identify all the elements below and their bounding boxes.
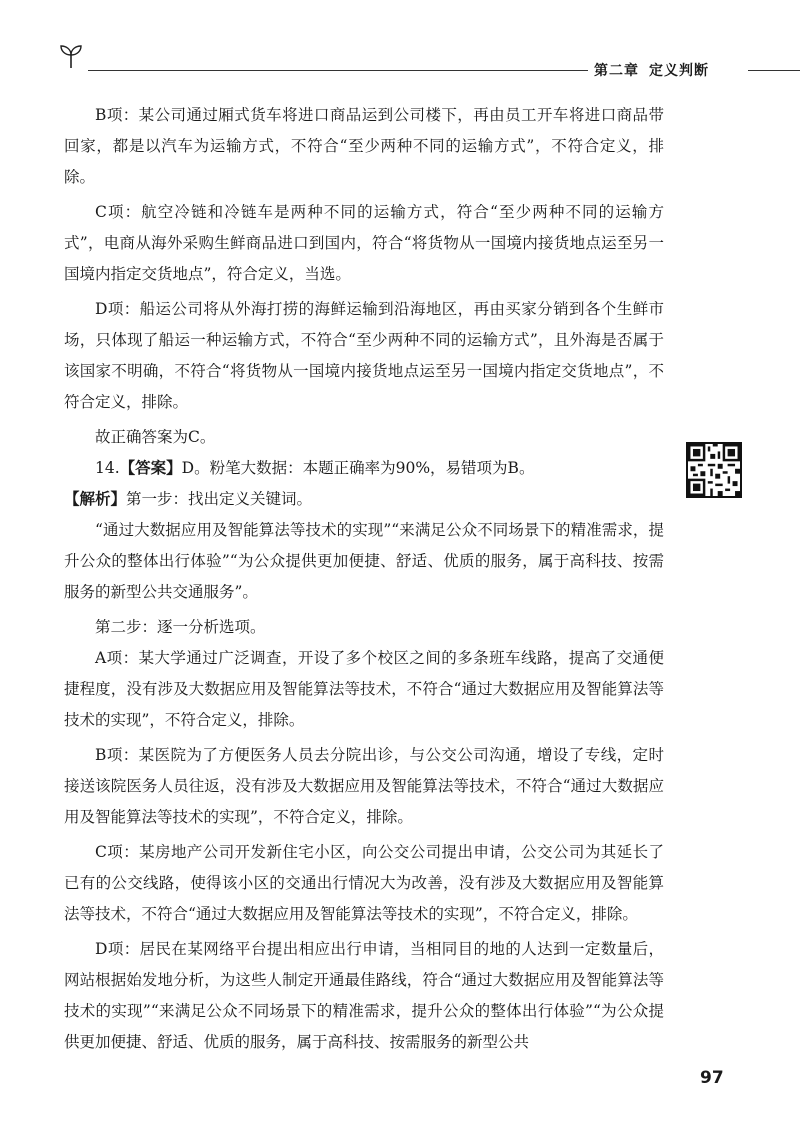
sprout-icon [56,40,86,70]
header-rule-left [88,70,588,71]
paragraph: B项：某医院为了方便医务人员去分院出诊，与公交公司沟通，增设了专线，定时接送该院医务人员往返，没有涉及大数据应用及智能算法等技术，不符合“通过大数据应用及智能算法等技术的实现”，不符合定义，排除。 [64,746,664,826]
analysis-line [64,484,664,515]
paragraph: B项：某公司通过厢式货车将进口商品运到公司楼下，再由员工开车将进口商品带回家，都是以汽车为运输方式，不符合“至少两种不同的运输方式”，不符合定义，排除。 [64,106,664,186]
analysis-text: 第一步：找出定义关键词。 [126,490,313,508]
analysis-tag: 【解析】 [64,490,127,508]
qr-code [686,442,742,498]
paragraph: 第二步：逐一分析选项。 [95,618,266,636]
paragraph: C项：某房地产公司开发新住宅小区，向公交公司提出申请，公交公司为其延长了已有的公交线路，使得该小区的交通出行情况大为改善，没有涉及大数据应用及智能算法等技术，不符合“通过大数据应用及智能算法等技术的实现”，不符合定义，排除。 [64,843,664,923]
chapter-number: 第二章 [594,63,639,79]
page-header [0,0,800,90]
paragraph: C项：航空冷链和冷链车是两种不同的运输方式，符合“至少两种不同的运输方式”，电商从海外采购生鲜商品进口到国内，符合“将货物从一国境内接货地点运至另一国境内指定交货地点”，符合定义，当选。 [64,203,664,283]
header-rule-right [748,70,800,71]
chapter-title: 定义判断 [649,63,709,79]
paragraph: 故正确答案为C。 [95,428,216,446]
page-number: 97 [700,1068,724,1088]
paragraph: D项：居民在某网络平台提出相应出行申请，当相同目的地的人达到一定数量后，网站根据始发地分析，为这些人制定开通最佳路线，符合“通过大数据应用及智能算法等技术的实现”“来满足公众不同场景下的精准需求，提升公众的整体出行体验”“为公众提供更加便捷、舒适、优质的服务，属于高科技、按需服务的新型公共 [64,940,664,1051]
paragraph: D项：船运公司将从外海打捞的海鲜运输到沿海地区，再由买家分销到各个生鲜市场，只体现了船运一种运输方式，不符合“至少两种不同的运输方式”，且外海是否属于该国家不明确，不符合“将货物从一国境内接货地点运至另一国境内指定交货地点”，不符合定义，排除。 [64,300,664,411]
page-body [64,100,664,1062]
chapter-heading [594,60,709,80]
answer-text: D。粉笔大数据：本题正确率为90%，易错项为B。 [181,459,535,477]
answer-line [64,453,664,484]
paragraph: A项：某大学通过广泛调查，开设了多个校区之间的多条班车线路，提高了交通便捷程度，没有涉及大数据应用及智能算法等技术，不符合“通过大数据应用及智能算法等技术的实现”，不符合定义，排除。 [64,649,664,729]
question-number: 14. [95,459,120,477]
paragraph: “通过大数据应用及智能算法等技术的实现”“来满足公众不同场景下的精准需求，提升公众的整体出行体验”“为公众提供更加便捷、舒适、优质的服务，属于高科技、按需服务的新型公共交通服务”。 [64,521,664,601]
answer-tag: 【答案】 [119,459,182,477]
